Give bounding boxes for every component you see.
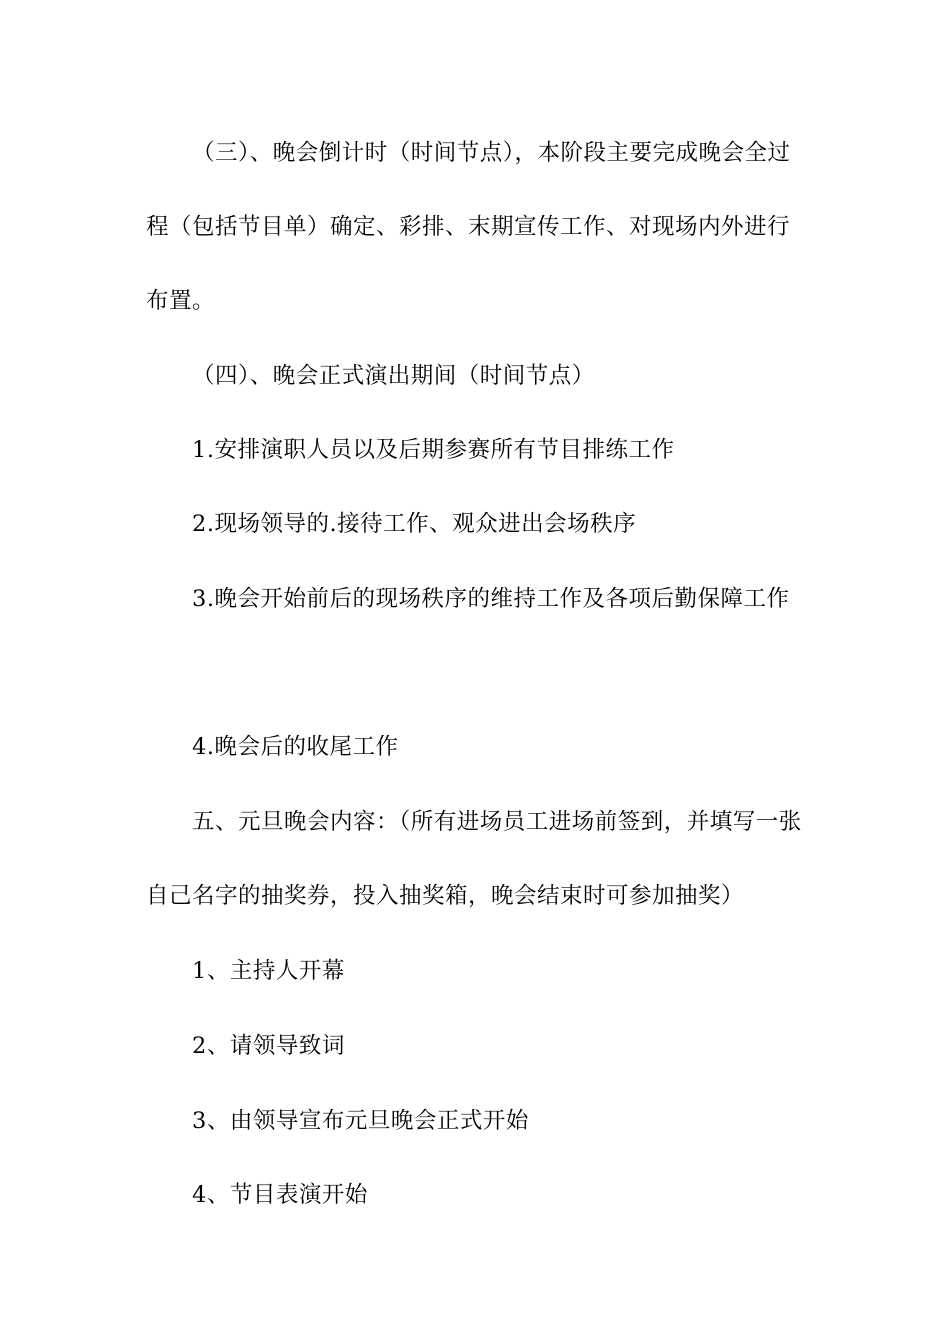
list-item: 4、节目表演开始	[192, 1182, 368, 1208]
paragraph-party-content: 五、元旦晚会内容：（所有进场员工进场前签到，并填写一张自己名字的抽奖券，投入抽奖箱，晚会结束时可参加抽奖）	[146, 809, 802, 909]
list-item: 2、请领导致词	[192, 1033, 345, 1059]
list-item: 1、主持人开幕	[192, 958, 345, 984]
list-item: 4.晚会后的收尾工作	[192, 734, 399, 760]
list-item: 3.晚会开始前后的现场秩序的维持工作及各项后勤保障工作	[192, 586, 790, 612]
paragraph-performance-period: （四）、晚会正式演出期间（时间节点）	[192, 363, 595, 389]
paragraph-countdown: （三）、晚会倒计时（时间节点），本阶段主要完成晚会全过程（包括节目单）确定、彩排、末期宣传工作、对现场内外进行布置。	[146, 140, 791, 314]
list-item: 2.现场领导的.接待工作、观众进出会场秩序	[192, 511, 637, 537]
list-item: 1.安排演职人员以及后期参赛所有节目排练工作	[192, 437, 675, 463]
list-item: 3、由领导宣布元旦晚会正式开始	[192, 1108, 529, 1134]
